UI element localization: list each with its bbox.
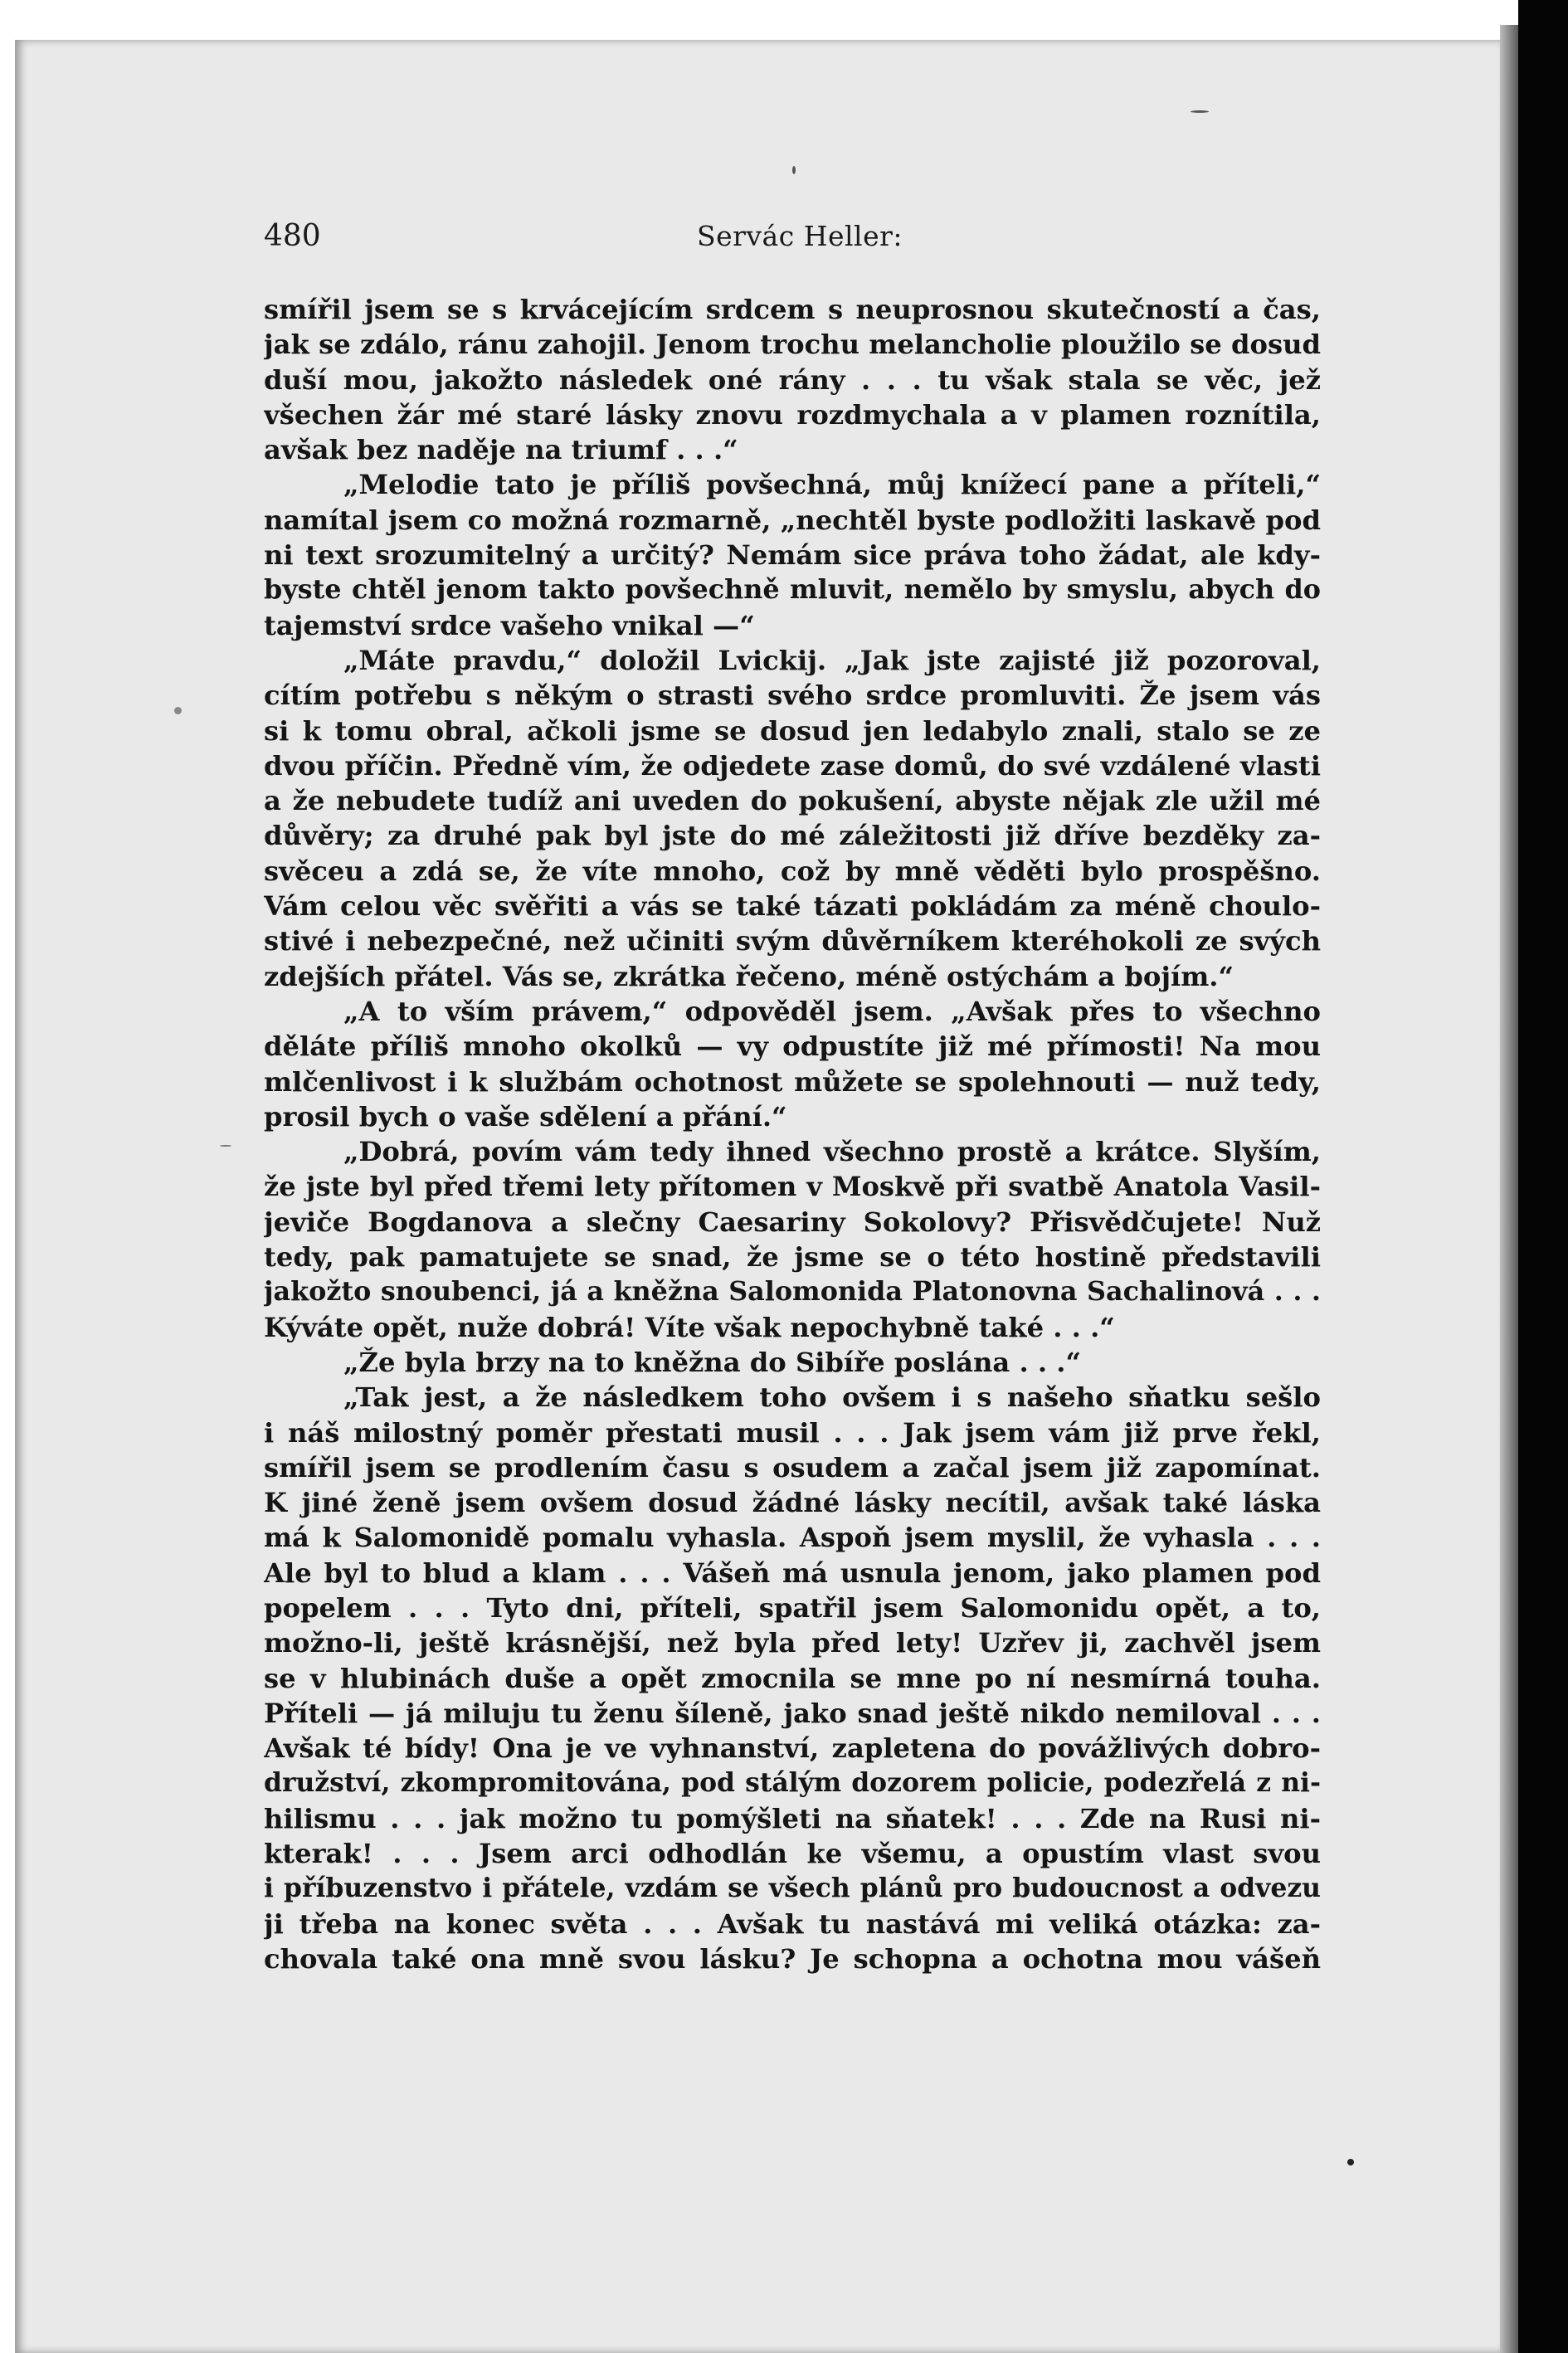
text-line: namítal jsem co možná rozmarně, „nechtěl byste podložiti laskavě pod [264,504,1321,536]
text-line: „Dobrá, povím vám tedy ihned všechno prostě a krátce. Slyším, [343,1136,1321,1168]
text-line: Avšak té bídy! Ona je ve vyhnanství, zapletena do povážlivých dobro- [264,1732,1321,1765]
text-line: družství, zkompromitována, pod stálým dozorem policie, podezřelá z ni- [264,1768,1321,1799]
text-line: zdejších přátel. Vás se, zkrátka řečeno, méně ostýchám a bojím.“ [264,960,1234,992]
text-line: popelem . . . Tyto dni, příteli, spatřil jsem Salomonidu opět, a to, [264,1591,1321,1624]
text-line: děláte příliš mnoho okolků — vy odpustíte již mé přímosti! Na mou [264,1030,1321,1063]
text-line: možno-li, ještě krásnější, než byla před lety! Uzřev ji, zachvěl jsem [264,1627,1321,1659]
text-line: tajemství srdce vašeho vnikal —“ [264,609,755,641]
text-line: všechen žár mé staré lásky znovu rozdmychala a v plamen roznítila, [264,398,1321,431]
text-line: jak se zdálo, ránu zahojil. Jenom trochu melancholie ploužilo se dosud [264,329,1321,361]
page-header [264,217,1321,256]
text-line: svěceu a zdá se, že víte mnoho, což by mně věděti bylo prospěšno. [264,855,1321,887]
text-line: smířil jsem se prodlením času s osudem a začal jsem již zapomínat. [264,1451,1321,1483]
text-line: K jiné ženě jsem ovšem dosud žádné lásky necítil, avšak také láska [264,1487,1321,1519]
text-line: cítím potřebu s někým o strasti svého srdce promluviti. Že jsem vás [264,680,1321,712]
dust-speck [220,1145,231,1147]
text-line: Kýváte opět, nuže dobrá! Víte však nepochybně také . . .“ [264,1311,1115,1343]
page-number: 480 [264,219,321,253]
text-line: „Máte pravdu,“ doložil Lvickij. „Jak jste zajisté již pozoroval, [343,644,1321,676]
text-line: kterak! . . . Jsem arci odhodlán ke všemu, a opustím vlast svou [264,1838,1321,1870]
text-line: jeviče Bogdanova a slečny Caesariny Sokolovy? Přisvědčujete! Nuž [264,1206,1321,1238]
scanner-black-border [1518,0,1568,2353]
page-edge-shadow [1500,25,1518,2353]
running-head: Servác Heller: [697,220,903,252]
text-line: byste chtěl jenom takto povšechně mluvit, nemělo by smyslu, abych do [264,574,1321,606]
text-line: že jste byl před třemi lety přítomen v Moskvě při svatbě Anatola Vasil- [264,1171,1321,1203]
text-line: i příbuzenstvo i přátele, vzdám se všech plánů pro budoucnost a odvezu [264,1873,1321,1904]
text-line: a že nebudete tudíž ani uveden do pokušení, abyste nějak zle užil mé [264,785,1321,817]
text-line: tedy, pak pamatujete se snad, že jsme se o této hostině představili [264,1241,1321,1274]
body-text [264,292,1321,1976]
text-line: prosil bych o vaše sdělení a přání.“ [264,1100,787,1133]
text-line: smířil jsem se s krvácejícím srdcem s neuprosnou skutečností a čas, [264,294,1321,325]
text-line: ji třeba na konec světa . . . Avšak tu nastává mi veliká otázka: za- [264,1907,1321,1940]
text-line: mlčenlivost i k službám ochotnost můžete se spolehnouti — nuž tedy, [264,1065,1321,1098]
text-line: Příteli — já miluju tu ženu šíleně, jako snad ještě nikdo nemiloval . . . [264,1697,1321,1729]
text-line: Ale byl to blud a klam . . . Vášeň má usnula jenom, jako plamen pod [264,1556,1321,1589]
text-line: si k tomu obral, ačkoli jsme se dosud jen ledabylo znali, stalo se ze [264,714,1321,747]
text-line: má k Salomonidě pomalu vyhasla. Aspoň jsem myslil, že vyhasla . . . [264,1522,1321,1554]
text-line: ni text srozumitelný a určitý? Nemám sice práva toho žádat, ale kdy- [264,539,1321,572]
text-line: „Že byla brzy na to kněžna do Sibíře poslána . . .“ [343,1346,1081,1378]
text-line: „Tak jest, a že následkem toho ovšem i s našeho sňatku sešlo [343,1381,1321,1414]
text-line: Vám celou věc svěřiti a vás se také tázati pokládám za méně choulo- [264,890,1321,923]
text-line: jakožto snoubenci, já a kněžna Salomonida Platonovna Sachalinová . . . [264,1276,1321,1308]
text-line: důvěry; za druhé pak byl jste do mé záležitosti již dříve bezděky za- [264,820,1321,852]
text-line: i náš milostný poměr přestati musil . . . Jak jsem vám již prve řekl, [264,1416,1321,1449]
text-line: hilismu . . . jak možno tu pomýšleti na sňatek! . . . Zde na Rusi ni- [264,1802,1321,1834]
text-line: stivé i nebezpečné, než učiniti svým důvěrníkem kteréhokoli ze svých [264,925,1321,957]
text-line: „Melodie tato je příliš povšechná, můj knížecí pane a příteli,“ [343,469,1321,501]
dust-speck [792,166,796,174]
text-line: „A to vším právem,“ odpověděl jsem. „Avšak přes to všechno [343,995,1321,1027]
text-line: avšak bez naděje na triumf . . .“ [264,434,738,466]
text-line: chovala také ona mně svou lásku? Je schopna a ochotna mou vášeň [264,1942,1321,1975]
text-line: dvou příčin. Předně vím, že odjedete zase domů, do své vzdálené vlasti [264,749,1321,782]
text-line: se v hlubinách duše a opět zmocnila se mne po ní nesmírná touha. [264,1662,1321,1694]
text-line: duší mou, jakožto následek oné rány . . . tu však stala se věc, jež [264,363,1321,396]
dust-speck [1191,110,1209,113]
dust-speck [174,707,182,714]
dust-speck [1347,2159,1354,2165]
